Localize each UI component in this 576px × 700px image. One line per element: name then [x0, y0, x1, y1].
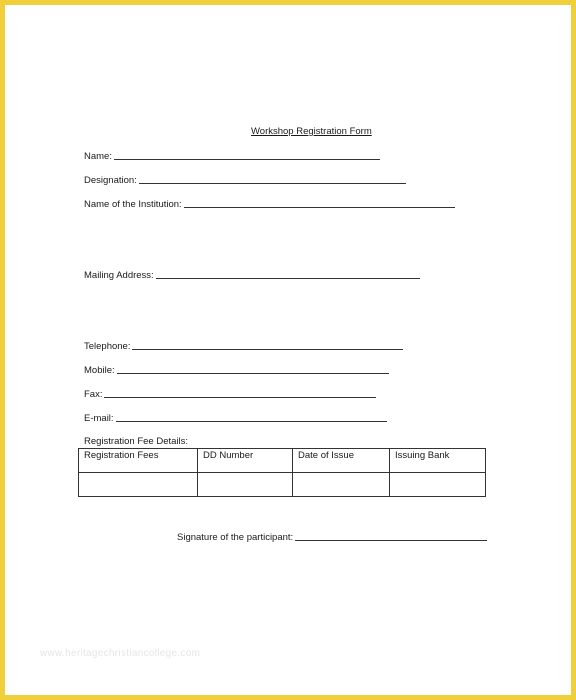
mobile-field[interactable] — [84, 365, 389, 376]
fee-table-header-date-of-issue: Date of Issue — [293, 449, 390, 473]
fee-table-header-issuing-bank: Issuing Bank — [390, 449, 486, 473]
signature-field[interactable] — [177, 532, 487, 543]
institution-label: Name of the Institution: — [84, 199, 182, 210]
fee-table-cell-date-of-issue[interactable] — [293, 473, 390, 497]
designation-field[interactable] — [84, 175, 406, 186]
designation-blank-line — [139, 182, 406, 184]
fee-table-cell-dd-number[interactable] — [198, 473, 293, 497]
fax-blank-line — [104, 396, 376, 398]
signature-blank-line — [295, 539, 487, 541]
telephone-field[interactable] — [84, 341, 403, 352]
name-label: Name: — [84, 151, 112, 162]
institution-blank-line — [184, 206, 455, 208]
email-field[interactable] — [84, 413, 387, 424]
document-page — [5, 5, 571, 695]
telephone-label: Telephone: — [84, 341, 131, 352]
designation-label: Designation: — [84, 175, 137, 186]
fee-table-header-row — [79, 449, 486, 473]
name-blank-line — [114, 158, 380, 160]
email-blank-line — [116, 420, 387, 422]
fee-details-table — [78, 448, 486, 497]
fee-table-header-registration-fees: Registration Fees — [79, 449, 198, 473]
table-row — [79, 473, 486, 497]
mobile-blank-line — [117, 372, 389, 374]
fax-field[interactable] — [84, 389, 376, 400]
watermark: www.heritagechristiancollege.com — [40, 648, 201, 659]
telephone-blank-line — [132, 348, 403, 350]
fee-details-label: Registration Fee Details: — [84, 436, 189, 447]
mailing-address-label: Mailing Address: — [84, 270, 154, 281]
fee-table-cell-issuing-bank[interactable] — [390, 473, 486, 497]
fee-table-header-dd-number: DD Number — [198, 449, 293, 473]
signature-label: Signature of the participant: — [177, 532, 294, 543]
mailing-address-blank-line — [156, 277, 420, 279]
email-label: E-mail: — [84, 413, 114, 424]
mobile-label: Mobile: — [84, 365, 115, 376]
name-field[interactable] — [84, 151, 380, 162]
mailing-address-field[interactable] — [84, 270, 420, 281]
form-title: Workshop Registration Form — [251, 126, 372, 137]
fee-table-cell-registration-fees[interactable] — [79, 473, 198, 497]
fax-label: Fax: — [84, 389, 103, 400]
institution-field[interactable] — [84, 199, 455, 210]
